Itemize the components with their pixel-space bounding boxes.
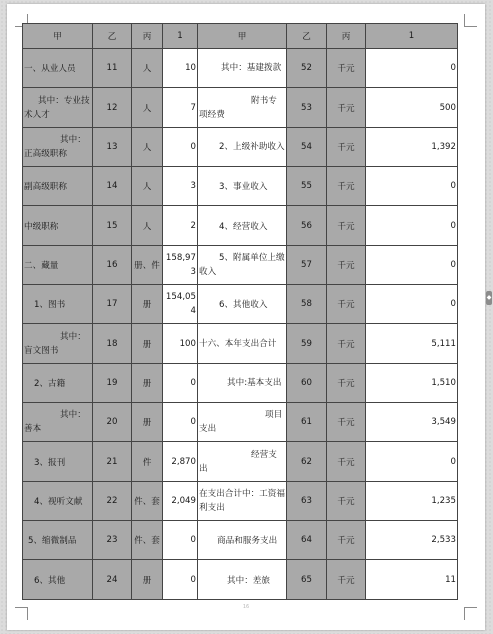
left-item-cell: 4、视听文献 (23, 481, 93, 520)
left-code-cell: 20 (93, 403, 132, 442)
right-unit-cell: 千元 (327, 521, 366, 560)
left-value-cell: 2,870 (163, 442, 198, 481)
right-unit-cell: 千元 (327, 363, 366, 402)
left-code-cell: 18 (93, 324, 132, 363)
right-item-cell: 5、附属单位上缴收入 (198, 245, 287, 284)
right-item-cell: 经营支出 (198, 442, 287, 481)
statistics-table (22, 23, 458, 600)
left-unit-cell: 件、套 (132, 521, 163, 560)
header-value-right: 1 (366, 24, 458, 49)
right-item-cell: 附书专项经费 (198, 88, 287, 127)
crop-mark-top-right (464, 14, 477, 27)
left-value-cell: 154,054 (163, 285, 198, 324)
left-code-cell: 17 (93, 285, 132, 324)
table-row (23, 442, 458, 481)
header-item-left: 甲 (23, 24, 93, 49)
left-item-cell: 中级职称 (23, 206, 93, 245)
right-code-cell: 64 (287, 521, 327, 560)
right-unit-cell: 千元 (327, 442, 366, 481)
table-body (23, 49, 458, 600)
left-item-cell: 6、其他 (23, 560, 93, 599)
right-code-cell: 61 (287, 403, 327, 442)
right-value-cell: 2,533 (366, 521, 458, 560)
right-unit-cell: 千元 (327, 127, 366, 166)
left-code-cell: 19 (93, 363, 132, 402)
right-code-cell: 54 (287, 127, 327, 166)
left-unit-cell: 人 (132, 167, 163, 206)
right-code-cell: 65 (287, 560, 327, 599)
left-item-cell: 二、藏量 (23, 245, 93, 284)
table-row (23, 403, 458, 442)
right-value-cell: 0 (366, 167, 458, 206)
left-item-cell: 1、图书 (23, 285, 93, 324)
left-item-cell: 5、缩微制品 (23, 521, 93, 560)
right-code-cell: 55 (287, 167, 327, 206)
table-row (23, 49, 458, 88)
right-unit-cell: 千元 (327, 324, 366, 363)
right-unit-cell: 千元 (327, 206, 366, 245)
table-row (23, 206, 458, 245)
left-unit-cell: 册 (132, 560, 163, 599)
table-row (23, 363, 458, 402)
right-unit-cell: 千元 (327, 245, 366, 284)
left-value-cell: 0 (163, 560, 198, 599)
left-value-cell: 100 (163, 324, 198, 363)
page-number: 16 (242, 604, 250, 610)
table-row (23, 481, 458, 520)
left-unit-cell: 件 (132, 442, 163, 481)
left-unit-cell: 人 (132, 88, 163, 127)
right-unit-cell: 千元 (327, 285, 366, 324)
left-unit-cell: 册 (132, 324, 163, 363)
right-item-cell: 项目支出 (198, 403, 287, 442)
right-item-cell: 6、其他收入 (198, 285, 287, 324)
right-value-cell: 1,392 (366, 127, 458, 166)
left-unit-cell: 册 (132, 403, 163, 442)
header-unit-left: 丙 (132, 24, 163, 49)
left-value-cell: 0 (163, 363, 198, 402)
left-code-cell: 21 (93, 442, 132, 481)
header-value-left: 1 (163, 24, 198, 49)
left-value-cell: 10 (163, 49, 198, 88)
table-row (23, 88, 458, 127)
left-value-cell: 0 (163, 127, 198, 166)
left-value-cell: 158,973 (163, 245, 198, 284)
left-code-cell: 16 (93, 245, 132, 284)
table-row (23, 521, 458, 560)
left-item-cell: 2、古籍 (23, 363, 93, 402)
table-row (23, 245, 458, 284)
left-item-cell: 其中：专业技术人才 (23, 88, 93, 127)
left-unit-cell: 件、套 (132, 481, 163, 520)
right-item-cell: 2、上级补助收入 (198, 127, 287, 166)
right-unit-cell: 千元 (327, 49, 366, 88)
right-value-cell: 3,549 (366, 403, 458, 442)
header-code-left: 乙 (93, 24, 132, 49)
left-unit-cell: 人 (132, 127, 163, 166)
left-code-cell: 14 (93, 167, 132, 206)
left-item-cell: 副高级职称 (23, 167, 93, 206)
right-code-cell: 53 (287, 88, 327, 127)
right-code-cell: 60 (287, 363, 327, 402)
right-unit-cell: 千元 (327, 403, 366, 442)
right-code-cell: 62 (287, 442, 327, 481)
left-value-cell: 7 (163, 88, 198, 127)
table-row (23, 285, 458, 324)
left-unit-cell: 人 (132, 206, 163, 245)
left-code-cell: 15 (93, 206, 132, 245)
right-code-cell: 59 (287, 324, 327, 363)
header-code-right: 乙 (287, 24, 327, 49)
left-code-cell: 24 (93, 560, 132, 599)
right-unit-cell: 千元 (327, 560, 366, 599)
right-unit-cell: 千元 (327, 88, 366, 127)
table-row (23, 127, 458, 166)
right-value-cell: 0 (366, 245, 458, 284)
right-value-cell: 0 (366, 49, 458, 88)
right-code-cell: 52 (287, 49, 327, 88)
left-code-cell: 11 (93, 49, 132, 88)
left-item-cell: 其中：善本 (23, 403, 93, 442)
right-value-cell: 500 (366, 88, 458, 127)
left-value-cell: 3 (163, 167, 198, 206)
left-value-cell: 0 (163, 403, 198, 442)
right-item-cell: 其中：差旅 (198, 560, 287, 599)
left-unit-cell: 册 (132, 363, 163, 402)
left-item-cell: 其中：正高级职称 (23, 127, 93, 166)
right-unit-cell: 千元 (327, 167, 366, 206)
right-item-cell: 商品和服务支出 (198, 521, 287, 560)
right-item-cell: 在支出合计中：工资福利支出 (198, 481, 287, 520)
right-value-cell: 0 (366, 442, 458, 481)
scroll-handle[interactable]: ◆ (486, 291, 492, 305)
right-value-cell: 5,111 (366, 324, 458, 363)
right-value-cell: 0 (366, 285, 458, 324)
table-row (23, 324, 458, 363)
table-row (23, 167, 458, 206)
right-code-cell: 63 (287, 481, 327, 520)
left-code-cell: 22 (93, 481, 132, 520)
right-unit-cell: 千元 (327, 481, 366, 520)
right-code-cell: 57 (287, 245, 327, 284)
right-item-cell: 4、经营收入 (198, 206, 287, 245)
right-value-cell: 1,235 (366, 481, 458, 520)
right-code-cell: 58 (287, 285, 327, 324)
left-value-cell: 2 (163, 206, 198, 245)
left-code-cell: 13 (93, 127, 132, 166)
left-unit-cell: 册、件 (132, 245, 163, 284)
right-value-cell: 1,510 (366, 363, 458, 402)
left-code-cell: 23 (93, 521, 132, 560)
left-code-cell: 12 (93, 88, 132, 127)
right-item-cell: 其中:基本支出 (198, 363, 287, 402)
table-header-row (23, 24, 458, 49)
right-value-cell: 0 (366, 206, 458, 245)
left-item-cell: 3、报刊 (23, 442, 93, 481)
header-item-right: 甲 (198, 24, 287, 49)
left-unit-cell: 人 (132, 49, 163, 88)
left-item-cell: 一、从业人员 (23, 49, 93, 88)
right-code-cell: 56 (287, 206, 327, 245)
right-value-cell: 11 (366, 560, 458, 599)
right-item-cell: 3、事业收入 (198, 167, 287, 206)
right-item-cell: 其中：基建拨款 (198, 49, 287, 88)
left-item-cell: 其中：盲文图书 (23, 324, 93, 363)
header-unit-right: 丙 (327, 24, 366, 49)
right-item-cell: 十六、本年支出合计 (198, 324, 287, 363)
left-value-cell: 2,049 (163, 481, 198, 520)
left-unit-cell: 册 (132, 285, 163, 324)
left-value-cell: 0 (163, 521, 198, 560)
table-row (23, 560, 458, 599)
